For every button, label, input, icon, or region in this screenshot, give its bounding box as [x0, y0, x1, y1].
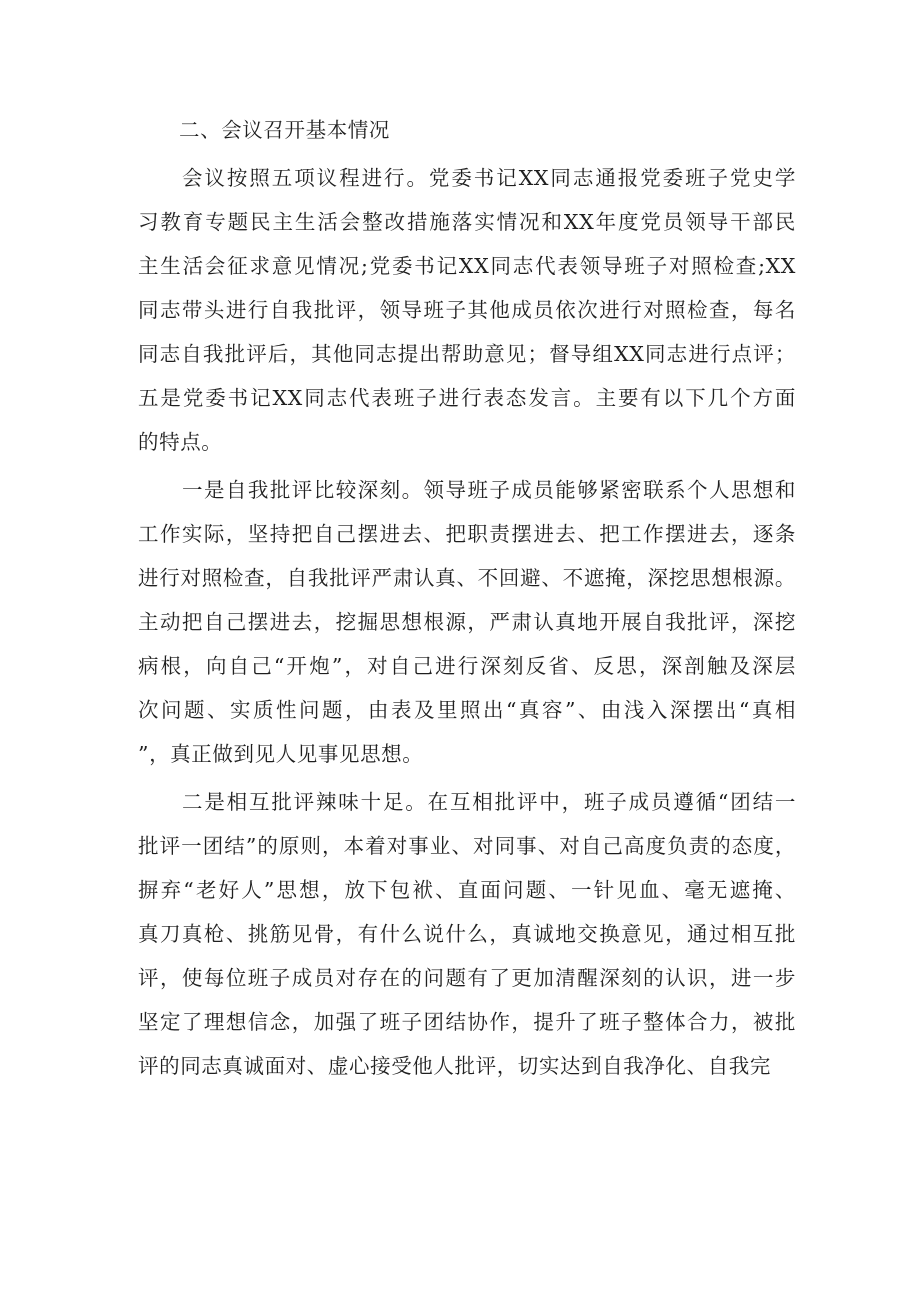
- text-line: 同志自我批评后，其他同志提出帮助意见；督导组XX同志进行点评；: [138, 342, 796, 366]
- text-line: 次问题、实质性问题，由表及里照出“真容”、由浅入深摆出“真相: [138, 698, 796, 722]
- document-body: [138, 156, 796, 1088]
- text-line: 一是自我批评比较深刻。领导班子成员能够紧密联系个人思想和: [182, 478, 796, 502]
- text-line: 批评一团结”的原则，本着对事业、对同事、对自己高度负责的态度，: [138, 834, 796, 858]
- text-line: 习教育专题民主生活会整改措施落实情况和XX年度党员领导干部民: [138, 210, 796, 234]
- text-line: 的特点。: [138, 430, 223, 454]
- text-line: 病根，向自己“开炮”，对自己进行深刻反省、反思，深剖触及深层: [138, 654, 796, 678]
- paragraph-3: [138, 780, 796, 1088]
- paragraph-2: [138, 468, 796, 776]
- text-line: 评，使每位班子成员对存在的问题有了更加清醒深刻的认识，进一步: [138, 966, 796, 990]
- text-line: 摒弃“老好人”思想，放下包袱、直面问题、一针见血、毫无遮掩、: [138, 878, 796, 902]
- text-line: 主生活会征求意见情况;党委书记XX同志代表领导班子对照检查;XX: [138, 254, 796, 278]
- text-line: 二是相互批评辣味十足。在互相批评中，班子成员遵循“团结一: [182, 790, 796, 814]
- text-line: 评的同志真诚面对、虚心接受他人批评，切实达到自我净化、自我完: [138, 1054, 771, 1078]
- text-line: 坚定了理想信念，加强了班子团结协作，提升了班子整体合力，被批: [138, 1010, 796, 1034]
- text-line: 真刀真枪、挑筋见骨，有什么说什么，真诚地交换意见，通过相互批: [138, 922, 796, 946]
- text-line: 五是党委书记XX同志代表班子进行表态发言。主要有以下几个方面: [138, 386, 796, 410]
- text-line: ”，真正做到见人见事见思想。: [138, 742, 424, 766]
- document-page: [138, 108, 796, 1088]
- section-heading: 二、会议召开基本情况: [179, 118, 390, 142]
- text-line: 进行对照检查，自我批评严肃认真、不回避、不遮掩，深挖思想根源。: [138, 566, 796, 590]
- paragraph-1: [138, 156, 796, 464]
- text-line: 主动把自己摆进去，挖掘思想根源，严肃认真地开展自我批评，深挖: [138, 610, 796, 634]
- text-line: 会议按照五项议程进行。党委书记XX同志通报党委班子党史学: [182, 166, 796, 190]
- text-line: 同志带头进行自我批评，领导班子其他成员依次进行对照检查，每名: [138, 298, 796, 322]
- text-line: 工作实际，坚持把自己摆进去、把职责摆进去、把工作摆进去，逐条: [138, 522, 796, 546]
